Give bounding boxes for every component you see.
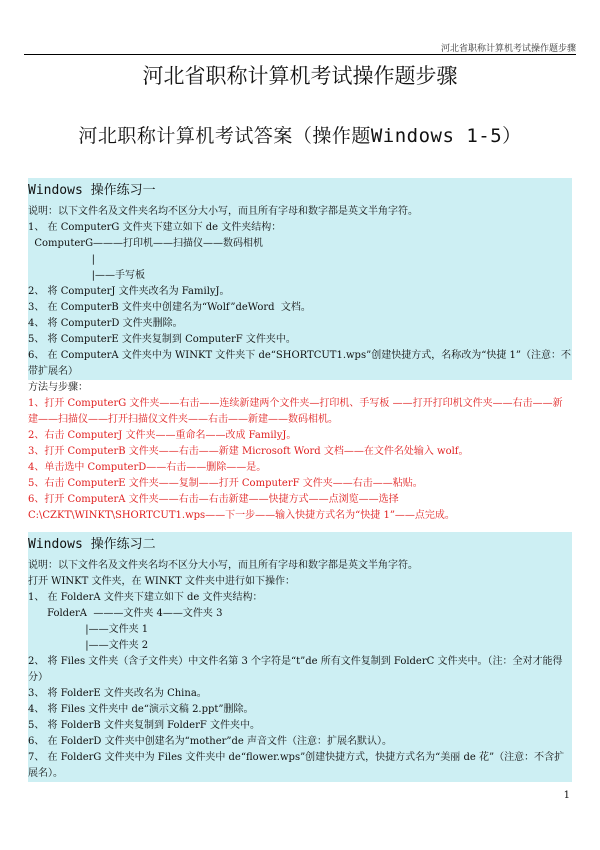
list-item: 2、 将 Files 文件夹（含子文件夹）中文件名第 3 个字符是“t”de 所有文件复制到 FolderC 文件夹中。（注：全对才能得分） xyxy=(28,656,563,683)
list-item: 1、 在 FolderA 文件夹下建立如下 de 文件夹结构： xyxy=(28,592,263,603)
step-item: 4、单击选中 ComputerD——右击——删除——是。 xyxy=(28,462,267,473)
list-item: 2、 将 ComputerJ 文件夹改名为 FamilyJ。 xyxy=(28,286,230,297)
list-item: 打开 WINKT 文件夹，在 WINKT 文件夹中进行如下操作： xyxy=(28,576,295,587)
step-item: 5、右击 ComputerE 文件夹——复制——打开 ComputerF 文件夹——右击——粘贴。 xyxy=(28,478,423,489)
list-item: 3、 在 ComputerB 文件夹中创建名为“Wolf”deWord 文档。 xyxy=(28,302,311,313)
list-item: | xyxy=(28,254,95,265)
list-item: 6、 在 ComputerA 文件夹中为 WINKT 文件夹下 de“SHORTCUT1.wps”创建快捷方式，名称改为“快捷 1”（注意：不带扩展名） xyxy=(28,350,571,377)
running-header: 河北省职称计算机考试操作题步骤 xyxy=(440,44,576,54)
section-1 xyxy=(28,178,572,524)
list-item: 6、 在 FolderD 文件夹中创建名为“mother”de 声音文件（注意：扩展名默认）。 xyxy=(28,736,393,747)
list-item: 5、 将 FolderB 文件夹复制到 FolderF 文件夹中。 xyxy=(28,720,260,731)
step-item: 2、右击 ComputerJ 文件夹——重命名——改成 FamilyJ。 xyxy=(28,430,297,441)
list-item: |——手写板 xyxy=(28,270,145,281)
page-number: 1 xyxy=(563,790,570,801)
step-item: 6、打开 ComputerA 文件夹——右击—右击新建——快捷方式——点浏览——选择 C:\CZKT\WINKT\SHORTCUT1.wps——下一步——输入快捷方式名为“快捷 1”——点完成。 xyxy=(28,494,455,521)
document-subtitle: 河北职称计算机考试答案（操作题Windows 1-5） xyxy=(78,125,522,147)
list-item: 1、 在 ComputerG 文件夹下建立如下 de 文件夹结构： xyxy=(28,222,282,233)
method-label: 方法与步骤： xyxy=(28,382,88,393)
step-item: 3、打开 ComputerB 文件夹——右击——新建 Microsoft Word 文档——在文件名处输入 wolf。 xyxy=(28,446,469,457)
section-1-highlight xyxy=(28,178,572,380)
header-rule xyxy=(24,54,576,55)
list-item: |——文件夹 1 xyxy=(28,624,149,635)
list-item: 说明：以下文件名及文件夹名均不区分大小写，而且所有字母和数字都是英文半角字符。 xyxy=(28,206,418,217)
section-2 xyxy=(28,532,572,782)
list-item: 4、 将 Files 文件夹中 de“演示文稿 2.ppt”删除。 xyxy=(28,704,254,715)
list-item: ComputerG———打印机——扫描仪——数码相机 xyxy=(28,238,264,249)
section-2-title: Windows 操作练习二 xyxy=(28,537,156,552)
list-item: 5、 将 ComputerE 文件夹复制到 ComputerF 文件夹中。 xyxy=(28,334,296,345)
list-item: 4、 将 ComputerD 文件夹删除。 xyxy=(28,318,183,329)
list-item: FolderA ———文件夹 4——文件夹 3 xyxy=(28,608,223,619)
list-item: 3、 将 FolderE 文件夹改名为 China。 xyxy=(28,688,207,699)
list-item: 7、 在 FolderG 文件夹中为 Files 文件夹中 de“flower.wps”创建快捷方式，快捷方式名为“美丽 de 花”（注意：不含扩展名）。 xyxy=(28,752,565,779)
list-item: |——文件夹 2 xyxy=(28,640,149,651)
step-item: 1、打开 ComputerG 文件夹——右击——连续新建两个文件夹—打印机、手写板 ——打开打印机文件夹——右击——新建——扫描仪——打开扫描仪文件夹——右击——新建——数码相机。 xyxy=(28,398,563,425)
section-1-title: Windows 操作练习一 xyxy=(28,183,156,198)
document-title: 河北省职称计算机考试操作题步骤 xyxy=(142,64,458,88)
list-item: 说明：以下文件名及文件夹名均不区分大小写，而且所有字母和数字都是英文半角字符。 xyxy=(28,560,418,571)
